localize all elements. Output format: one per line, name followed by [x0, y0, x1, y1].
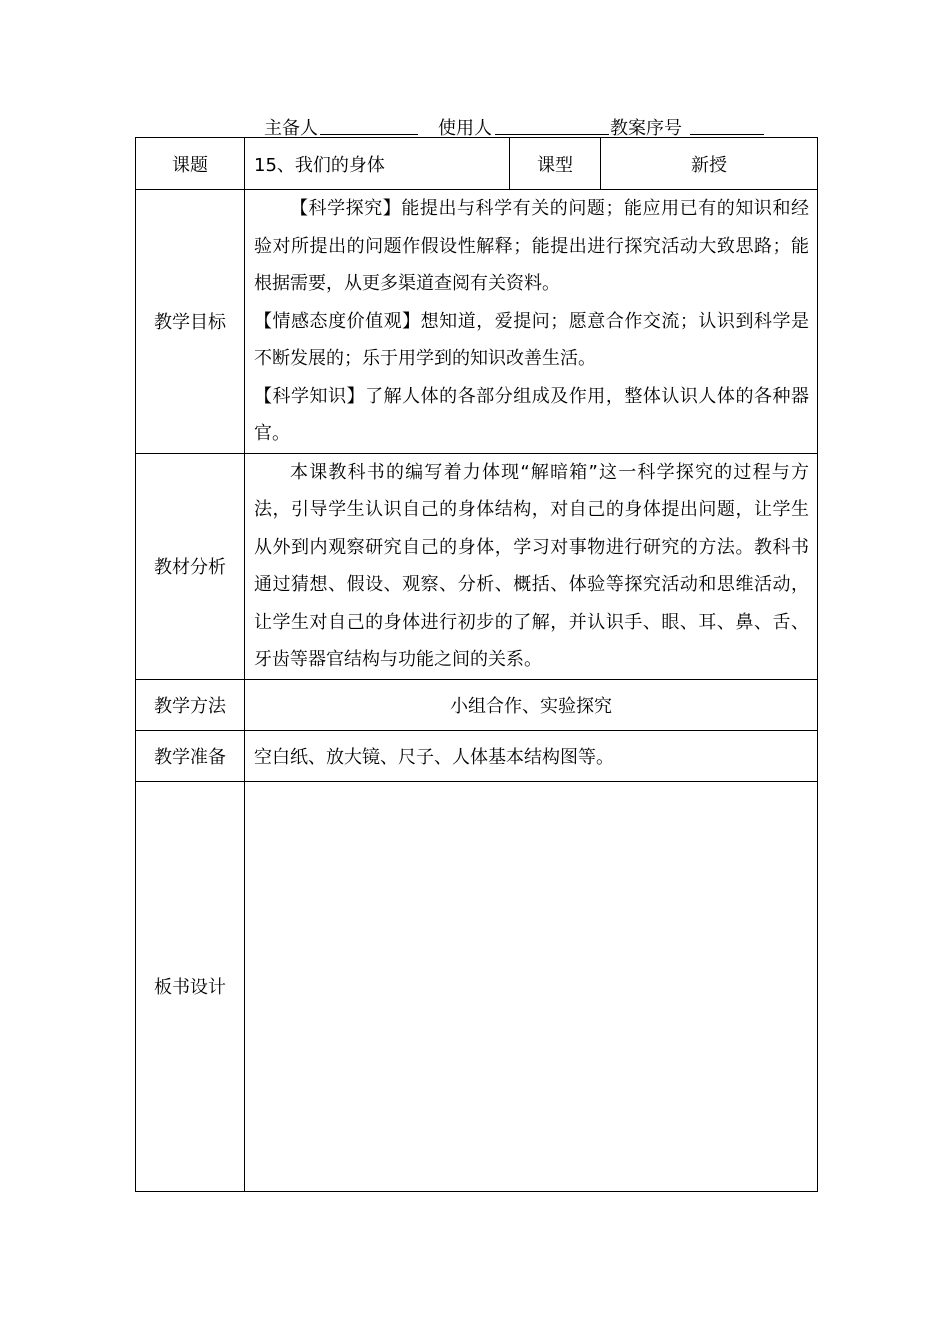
analysis-text: 本课教科书的编写着力体现“解暗箱”这一科学探究的过程与方法，引导学生认识自己的身体结构，对自己的身体提出问题，让学生从外到内观察研究自己的身体，学习对事物进行研究的方法。教科书通过猜想、假设、观察、分析、概括、体验等探究活动和思维活动，让学生对自己的身体进行初步的了解，并认识手、眼、耳、鼻、舌、牙齿等器官结构与功能之间的关系。	[254, 461, 809, 670]
topic-value: 15、我们的身体	[245, 138, 510, 190]
plan-number-blank-line[interactable]	[690, 134, 764, 135]
method-row	[136, 679, 818, 730]
board-design-label: 板书设计	[136, 781, 245, 1191]
objectives-row	[136, 190, 818, 454]
objectives-label: 教学目标	[136, 190, 245, 454]
board-design-area[interactable]	[245, 781, 818, 1191]
analysis-label: 教材分析	[136, 453, 245, 679]
user-blank-line[interactable]	[495, 134, 609, 135]
plan-number-label: 教案序号	[610, 118, 682, 139]
lesson-type-value: 新授	[601, 138, 818, 190]
topic-label: 课题	[136, 138, 245, 190]
lesson-type-label: 课型	[510, 138, 601, 190]
preparation-value: 空白纸、放大镜、尺子、人体基本结构图等。	[245, 730, 818, 781]
objective-knowledge: 【科学知识】了解人体的各部分组成及作用，整体认识人体的各种器官。	[254, 385, 809, 444]
preparer-label: 主备人	[264, 118, 318, 139]
lesson-plan-table	[135, 137, 818, 1192]
topic-row	[136, 138, 818, 190]
user-label: 使用人	[438, 118, 492, 139]
objective-attitude: 【情感态度价值观】想知道，爱提问；愿意合作交流；认识到科学是不断发展的；乐于用学到的知识改善生活。	[254, 310, 809, 369]
analysis-content	[245, 453, 818, 679]
method-value: 小组合作、实验探究	[245, 679, 818, 730]
analysis-row	[136, 453, 818, 679]
preparer-blank-line[interactable]	[320, 134, 418, 135]
objectives-content	[245, 190, 818, 454]
method-label: 教学方法	[136, 679, 245, 730]
board-design-row	[136, 781, 818, 1191]
objective-inquiry: 【科学探究】能提出与科学有关的问题；能应用已有的知识和经验对所提出的问题作假设性解释；能提出进行探究活动大致思路；能根据需要，从更多渠道查阅有关资料。	[254, 198, 809, 294]
preparation-label: 教学准备	[136, 730, 245, 781]
preparation-row	[136, 730, 818, 781]
